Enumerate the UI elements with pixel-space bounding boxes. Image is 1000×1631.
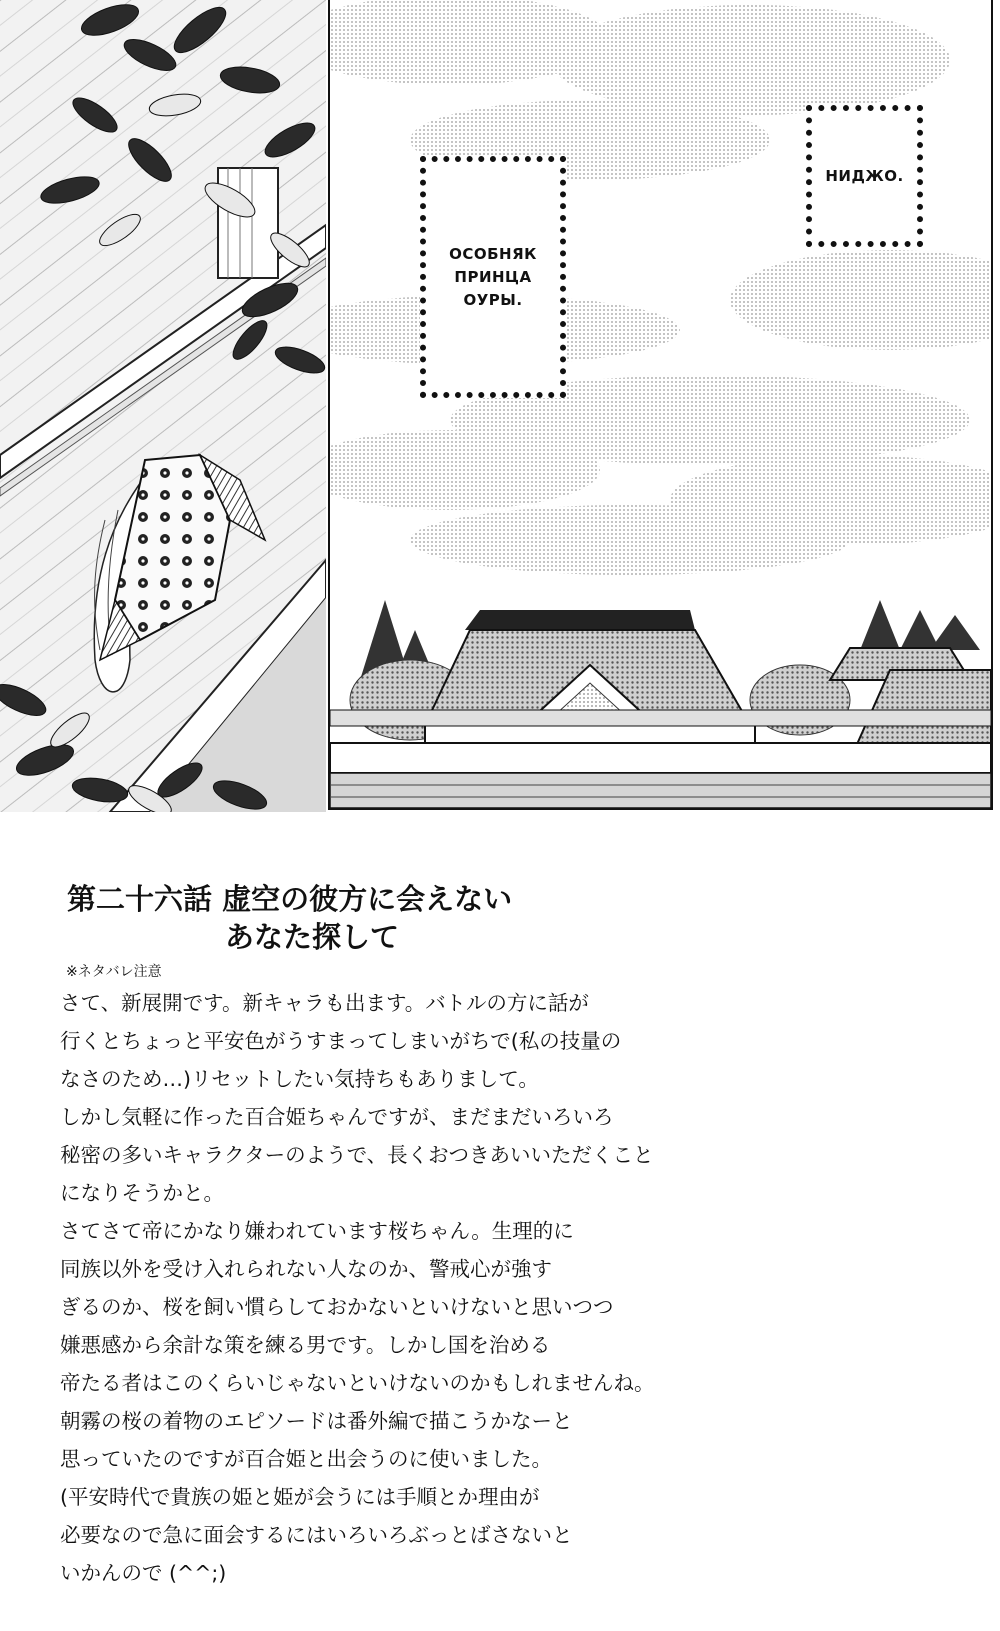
note-line: になりそうかと。	[60, 1181, 224, 1205]
note-line: しかし気軽に作った百合姫ちゃんですが、まだまだいろいろ	[60, 1105, 614, 1129]
caption-ohura-line-1: ОСОБНЯК	[449, 244, 537, 263]
caption-ohura-line-3: ОУРЫ.	[463, 290, 523, 309]
note-line: 行くとちょっと平安色がうすまってしまいがちで(私の技量の	[60, 1029, 622, 1053]
note-line: さてさて帝にかなり嫌われています桜ちゃん。生理的に	[60, 1219, 574, 1243]
note-line: 必要なので急に面会するにはいろいろぶっとばさないと	[60, 1523, 573, 1547]
note-line: 朝霧の桜の着物のエピソードは番外編で描こうかなーと	[60, 1409, 573, 1433]
caption-box-nijo	[806, 105, 923, 247]
caption-ohura-line-2: ПРИНЦА	[454, 267, 532, 286]
note-line: (平安時代で貴族の姫と姫が会うには手順とか理由が	[60, 1485, 540, 1509]
note-body	[60, 984, 660, 1592]
chapter-title-line-1: 第二十六話 虚空の彼方に会えない	[67, 882, 513, 916]
veranda-illustration	[0, 0, 326, 812]
note-line: 帝たる者はこのくらいじゃないといけないのかもしれませんね。	[60, 1371, 655, 1395]
left-panel-veranda-scene	[0, 0, 326, 812]
spoiler-warning: ※ネタバレ注意	[66, 964, 162, 980]
caption-nijo-text: НИДЖО.	[825, 166, 904, 185]
note-line: ぎるのか、桜を飼い慣らしておかないといけないと思いつつ	[60, 1295, 614, 1319]
note-line: 嫌悪感から余計な策を練る男です。しかし国を治める	[60, 1333, 551, 1357]
note-line: なさのため…)リセットしたい気持ちもありまして。	[60, 1067, 539, 1091]
note-line: 同族以外を受け入れられない人なのか、警戒心が強す	[60, 1257, 552, 1281]
note-line: さて、新展開です。新キャラも出ます。バトルの方に話が	[60, 991, 589, 1015]
chapter-title	[60, 880, 660, 956]
note-line: いかんので (^^;)	[60, 1561, 227, 1585]
manga-page	[0, 0, 1000, 815]
caption-box-ohura-mansion	[420, 156, 566, 398]
note-line: 秘密の多いキャラクターのようで、長くおつきあいいただくこと	[60, 1143, 654, 1167]
author-note	[60, 880, 660, 1592]
note-line: 思っていたのですが百合姫と出会うのに使いました。	[60, 1447, 552, 1471]
chapter-title-line-2: あなた探して	[225, 920, 400, 954]
